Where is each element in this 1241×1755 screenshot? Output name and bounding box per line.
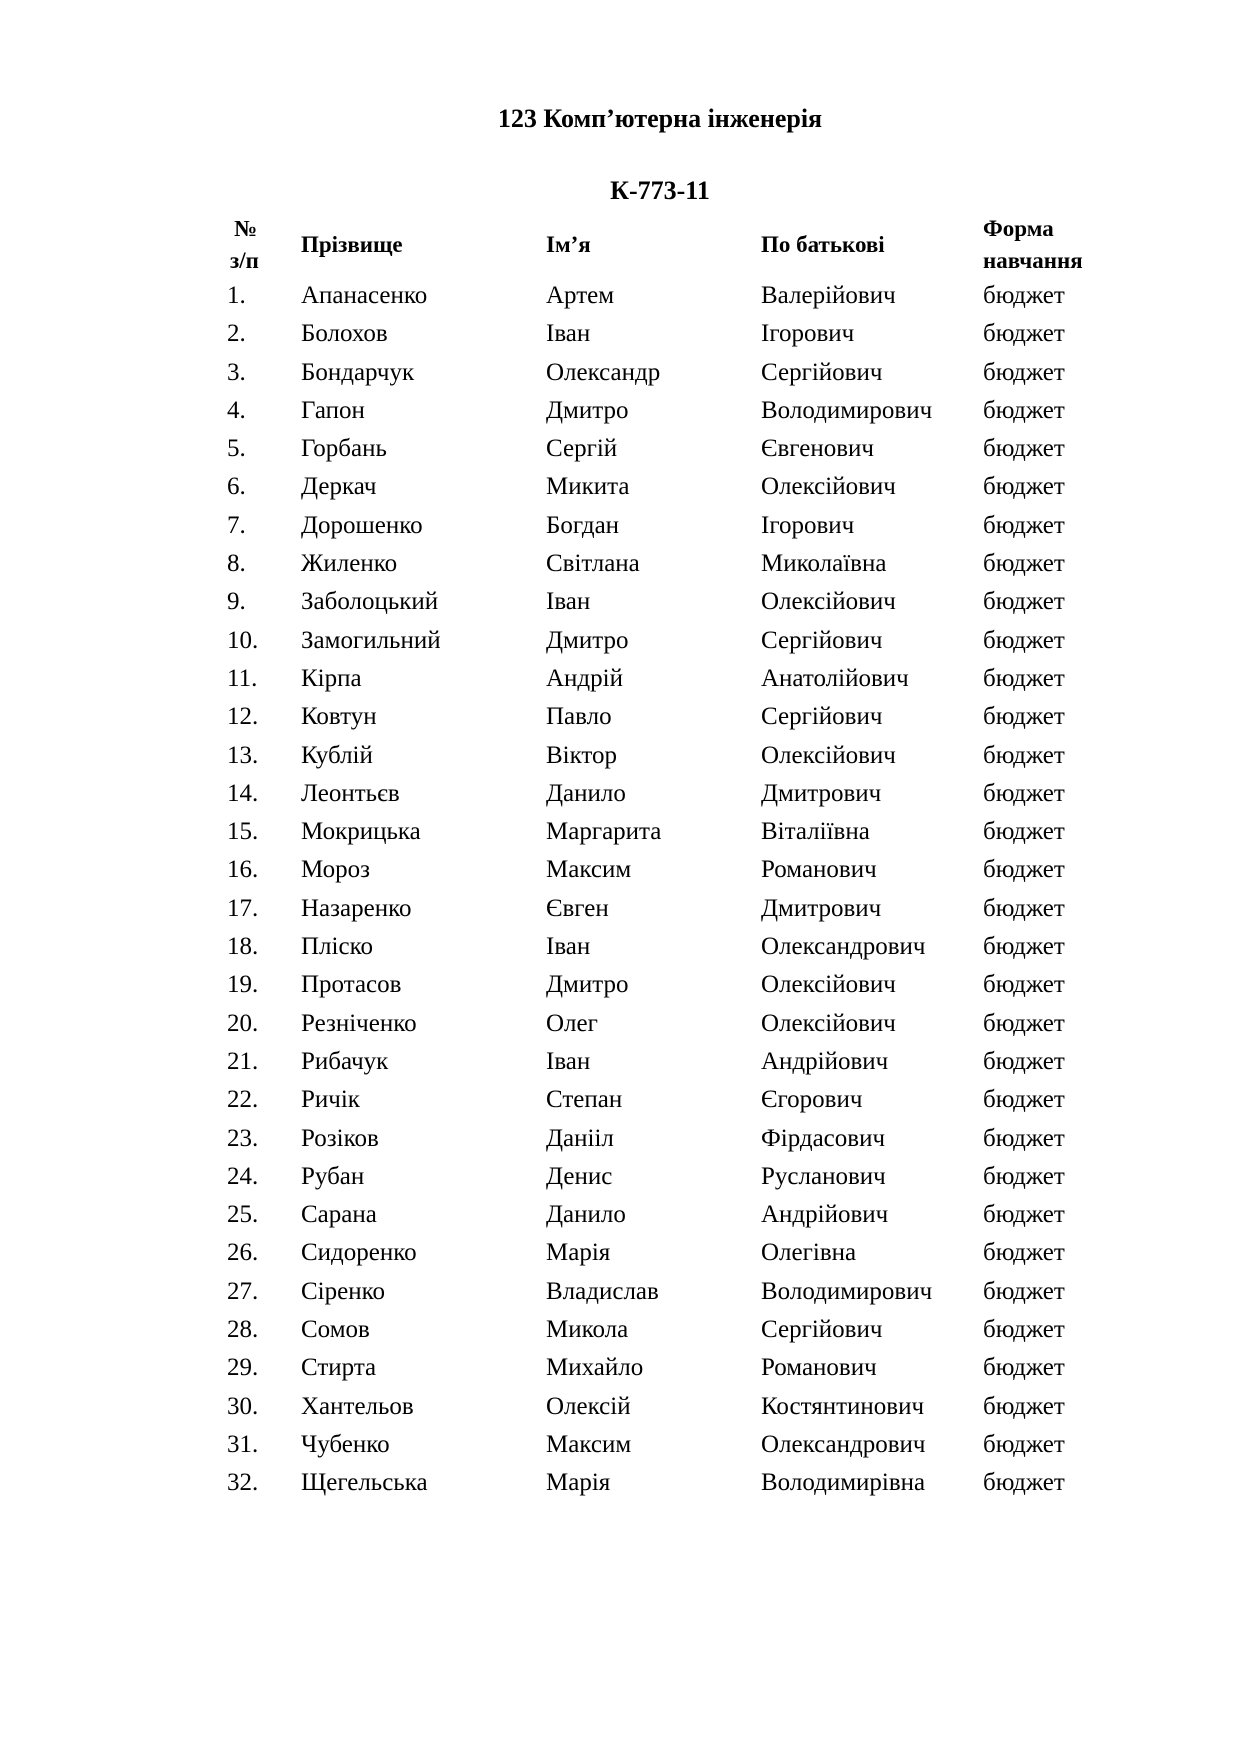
row-study-form: бюджет bbox=[983, 1239, 1065, 1267]
row-surname: Стирта bbox=[301, 1354, 377, 1382]
row-surname: Протасов bbox=[301, 971, 402, 999]
row-surname: Заболоцький bbox=[301, 588, 439, 616]
row-name: Дмитро bbox=[546, 396, 629, 424]
row-study-form: бюджет bbox=[983, 511, 1065, 539]
row-patronymic: Анатолійович bbox=[761, 664, 909, 692]
row-patronymic: Дмитрович bbox=[761, 779, 882, 807]
table-row bbox=[0, 1349, 1241, 1387]
row-patronymic: Дмитрович bbox=[761, 894, 882, 922]
row-patronymic: Олексійович bbox=[761, 971, 896, 999]
row-number: 26. bbox=[227, 1239, 259, 1267]
row-number: 4. bbox=[227, 396, 246, 424]
row-number: 10. bbox=[227, 626, 259, 654]
row-name: Дмитро bbox=[546, 971, 629, 999]
row-name: Іван bbox=[546, 320, 591, 348]
row-patronymic: Олександрович bbox=[761, 933, 926, 961]
row-patronymic: Олексійович bbox=[761, 588, 896, 616]
row-surname: Кірпа bbox=[301, 664, 362, 692]
table-row bbox=[0, 392, 1241, 430]
row-number: 13. bbox=[227, 741, 259, 769]
row-name: Євген bbox=[546, 894, 609, 922]
row-surname: Дорошенко bbox=[301, 511, 423, 539]
row-surname: Гапон bbox=[301, 396, 365, 424]
row-number: 16. bbox=[227, 856, 259, 884]
row-surname: Сидоренко bbox=[301, 1239, 417, 1267]
table-row bbox=[0, 890, 1241, 928]
table-row bbox=[0, 966, 1241, 1004]
student-table bbox=[0, 277, 1241, 1503]
row-surname: Болохов bbox=[301, 320, 388, 348]
header-study-form bbox=[983, 213, 1083, 277]
row-surname: Ковтун bbox=[301, 703, 377, 731]
row-study-form: бюджет bbox=[983, 971, 1065, 999]
table-row bbox=[0, 507, 1241, 545]
row-surname: Апанасенко bbox=[301, 282, 428, 309]
table-row bbox=[0, 660, 1241, 698]
row-name: Андрій bbox=[546, 664, 623, 692]
header-number bbox=[230, 213, 290, 277]
row-name: Іван bbox=[546, 933, 591, 961]
row-patronymic: Володимирович bbox=[761, 1277, 933, 1305]
row-surname: Деркач bbox=[301, 473, 377, 501]
row-study-form: бюджет bbox=[983, 1277, 1065, 1305]
row-name: Павло bbox=[546, 703, 612, 731]
row-number: 18. bbox=[227, 933, 259, 961]
table-row bbox=[0, 775, 1241, 813]
row-patronymic: Сергійович bbox=[761, 703, 883, 731]
table-row bbox=[0, 1426, 1241, 1464]
row-patronymic: Ігорович bbox=[761, 511, 855, 539]
row-surname: Ричік bbox=[301, 1086, 360, 1114]
row-study-form: бюджет bbox=[983, 588, 1065, 616]
row-study-form: бюджет bbox=[983, 1316, 1065, 1344]
table-row bbox=[0, 1196, 1241, 1234]
header-study-form-line1: Форма bbox=[983, 216, 1054, 241]
row-surname: Пліско bbox=[301, 933, 373, 961]
row-study-form: бюджет bbox=[983, 894, 1065, 922]
row-patronymic: Олегівна bbox=[761, 1239, 857, 1267]
row-name: Маргарита bbox=[546, 818, 662, 846]
row-number: 23. bbox=[227, 1124, 259, 1152]
row-name: Олексій bbox=[546, 1392, 631, 1420]
row-surname: Горбань bbox=[301, 435, 387, 463]
row-study-form: бюджет bbox=[983, 435, 1065, 463]
table-row bbox=[0, 1081, 1241, 1119]
row-number: 25. bbox=[227, 1201, 259, 1229]
row-patronymic: Володимирович bbox=[761, 396, 933, 424]
row-surname: Резніченко bbox=[301, 1009, 417, 1037]
row-number: 17. bbox=[227, 894, 259, 922]
row-study-form: бюджет bbox=[983, 1086, 1065, 1114]
row-study-form: бюджет bbox=[983, 741, 1065, 769]
row-number: 2. bbox=[227, 320, 246, 348]
table-row bbox=[0, 545, 1241, 583]
row-study-form: бюджет bbox=[983, 664, 1065, 692]
row-name: Іван bbox=[546, 588, 591, 616]
row-name: Віктор bbox=[546, 741, 618, 769]
row-study-form: бюджет bbox=[983, 856, 1065, 884]
row-patronymic: Андрійович bbox=[761, 1047, 889, 1075]
row-study-form: бюджет bbox=[983, 1201, 1065, 1229]
table-row bbox=[0, 277, 1241, 315]
row-surname: Хантельов bbox=[301, 1392, 414, 1420]
header-patronymic: По батькові bbox=[761, 232, 885, 257]
row-number: 20. bbox=[227, 1009, 259, 1037]
row-surname: Рибачук bbox=[301, 1047, 389, 1075]
row-number: 7. bbox=[227, 511, 246, 539]
row-study-form: бюджет bbox=[983, 1354, 1065, 1382]
row-name: Максим bbox=[546, 1430, 632, 1458]
row-number: 29. bbox=[227, 1354, 259, 1382]
row-name: Артем bbox=[546, 282, 615, 309]
row-surname: Бондарчук bbox=[301, 358, 415, 386]
row-name: Марія bbox=[546, 1469, 611, 1497]
table-row bbox=[0, 698, 1241, 736]
row-surname: Чубенко bbox=[301, 1430, 390, 1458]
row-study-form: бюджет bbox=[983, 358, 1065, 386]
row-surname: Мороз bbox=[301, 856, 370, 884]
row-patronymic: Сергійович bbox=[761, 1316, 883, 1344]
row-name: Степан bbox=[546, 1086, 623, 1114]
row-study-form: бюджет bbox=[983, 1009, 1065, 1037]
table-row bbox=[0, 928, 1241, 966]
row-patronymic: Романович bbox=[761, 856, 877, 884]
row-number: 28. bbox=[227, 1316, 259, 1344]
table-row bbox=[0, 1464, 1241, 1502]
row-number: 21. bbox=[227, 1047, 259, 1075]
row-number: 3. bbox=[227, 358, 246, 386]
row-number: 14. bbox=[227, 779, 259, 807]
row-number: 30. bbox=[227, 1392, 259, 1420]
row-name: Іван bbox=[546, 1047, 591, 1075]
row-number: 9. bbox=[227, 588, 246, 616]
row-surname: Рубан bbox=[301, 1162, 365, 1190]
row-study-form: бюджет bbox=[983, 703, 1065, 731]
row-surname: Мокрицька bbox=[301, 818, 421, 846]
row-number: 27. bbox=[227, 1277, 259, 1305]
row-number: 15. bbox=[227, 818, 259, 846]
row-name: Олександр bbox=[546, 358, 661, 386]
row-number: 19. bbox=[227, 971, 259, 999]
row-study-form: бюджет bbox=[983, 1430, 1065, 1458]
row-surname: Замогильний bbox=[301, 626, 441, 654]
row-name: Данило bbox=[546, 1201, 626, 1229]
row-study-form: бюджет bbox=[983, 1124, 1065, 1152]
row-number: 12. bbox=[227, 703, 259, 731]
header-study-form-line2: навчання bbox=[983, 248, 1083, 273]
row-number: 31. bbox=[227, 1430, 259, 1458]
row-name: Михайло bbox=[546, 1354, 644, 1382]
row-name: Дмитро bbox=[546, 626, 629, 654]
row-patronymic: Русланович bbox=[761, 1162, 886, 1190]
row-number: 8. bbox=[227, 550, 246, 578]
table-row bbox=[0, 851, 1241, 889]
row-surname: Щегельська bbox=[301, 1469, 428, 1497]
table-row bbox=[0, 1273, 1241, 1311]
row-patronymic: Віталіївна bbox=[761, 818, 870, 846]
row-patronymic: Валерійович bbox=[761, 282, 896, 309]
row-patronymic: Володимирівна bbox=[761, 1469, 926, 1497]
document-title: 123 Комп’ютерна інженерія bbox=[497, 104, 823, 133]
row-patronymic: Фірдасович bbox=[761, 1124, 886, 1152]
row-patronymic: Андрійович bbox=[761, 1201, 889, 1229]
row-patronymic: Сергійович bbox=[761, 358, 883, 386]
row-study-form: бюджет bbox=[983, 779, 1065, 807]
row-name: Микита bbox=[546, 473, 630, 501]
table-row bbox=[0, 1311, 1241, 1349]
row-patronymic: Олексійович bbox=[761, 1009, 896, 1037]
table-header bbox=[0, 213, 1241, 273]
table-row bbox=[0, 1005, 1241, 1043]
row-name: Данііл bbox=[546, 1124, 614, 1152]
row-patronymic: Олексійович bbox=[761, 473, 896, 501]
table-row bbox=[0, 1158, 1241, 1196]
row-study-form: бюджет bbox=[983, 818, 1065, 846]
row-name: Марія bbox=[546, 1239, 611, 1267]
header-name: Ім’я bbox=[546, 232, 591, 257]
row-study-form: бюджет bbox=[983, 1392, 1065, 1420]
table-row bbox=[0, 1120, 1241, 1158]
row-patronymic: Олексійович bbox=[761, 741, 896, 769]
row-name: Максим bbox=[546, 856, 632, 884]
row-name: Олег bbox=[546, 1009, 598, 1037]
row-name: Світлана bbox=[546, 550, 640, 578]
row-number: 24. bbox=[227, 1162, 259, 1190]
row-surname: Сомов bbox=[301, 1316, 370, 1344]
header-number-symbol: № bbox=[234, 216, 258, 241]
row-number: 11. bbox=[227, 664, 258, 692]
row-patronymic: Романович bbox=[761, 1354, 877, 1382]
row-name: Микола bbox=[546, 1316, 629, 1344]
header-surname: Прізвище bbox=[301, 232, 403, 257]
table-row bbox=[0, 430, 1241, 468]
row-study-form: бюджет bbox=[983, 1047, 1065, 1075]
row-patronymic: Євгенович bbox=[761, 435, 874, 463]
row-surname: Кублій bbox=[301, 741, 373, 769]
row-surname: Сіренко bbox=[301, 1277, 385, 1305]
row-name: Сергій bbox=[546, 435, 618, 463]
row-name: Данило bbox=[546, 779, 626, 807]
row-name: Денис bbox=[546, 1162, 613, 1190]
row-study-form: бюджет bbox=[983, 550, 1065, 578]
row-patronymic: Миколаївна bbox=[761, 550, 887, 578]
row-name: Богдан bbox=[546, 511, 620, 539]
header-number-abbrev: з/п bbox=[230, 248, 259, 273]
row-study-form: бюджет bbox=[983, 626, 1065, 654]
table-row bbox=[0, 354, 1241, 392]
row-study-form: бюджет bbox=[983, 933, 1065, 961]
table-row bbox=[0, 622, 1241, 660]
row-surname: Назаренко bbox=[301, 894, 412, 922]
row-patronymic: Сергійович bbox=[761, 626, 883, 654]
table-row bbox=[0, 1388, 1241, 1426]
row-number: 6. bbox=[227, 473, 246, 501]
table-row bbox=[0, 813, 1241, 851]
row-patronymic: Олександрович bbox=[761, 1430, 926, 1458]
row-patronymic: Ігорович bbox=[761, 320, 855, 348]
table-row bbox=[0, 737, 1241, 775]
row-study-form: бюджет bbox=[983, 1162, 1065, 1190]
row-patronymic: Єгорович bbox=[761, 1086, 863, 1114]
row-study-form: бюджет bbox=[983, 320, 1065, 348]
table-row bbox=[0, 1234, 1241, 1272]
row-surname: Жиленко bbox=[301, 550, 398, 578]
row-number: 1. bbox=[227, 282, 246, 309]
row-study-form: бюджет bbox=[983, 282, 1065, 309]
row-patronymic: Костянтинович bbox=[761, 1392, 925, 1420]
row-surname: Розіков bbox=[301, 1124, 379, 1152]
row-name: Владислав bbox=[546, 1277, 659, 1305]
row-surname: Леонтьєв bbox=[301, 779, 400, 807]
table-row bbox=[0, 583, 1241, 621]
table-row bbox=[0, 468, 1241, 506]
row-number: 5. bbox=[227, 435, 246, 463]
row-number: 22. bbox=[227, 1086, 259, 1114]
row-surname: Сарана bbox=[301, 1201, 377, 1229]
table-row bbox=[0, 315, 1241, 353]
row-study-form: бюджет bbox=[983, 473, 1065, 501]
row-number: 32. bbox=[227, 1469, 259, 1497]
row-study-form: бюджет bbox=[983, 396, 1065, 424]
group-code: К-773-11 bbox=[610, 176, 710, 205]
row-study-form: бюджет bbox=[983, 1469, 1065, 1497]
table-row bbox=[0, 1043, 1241, 1081]
